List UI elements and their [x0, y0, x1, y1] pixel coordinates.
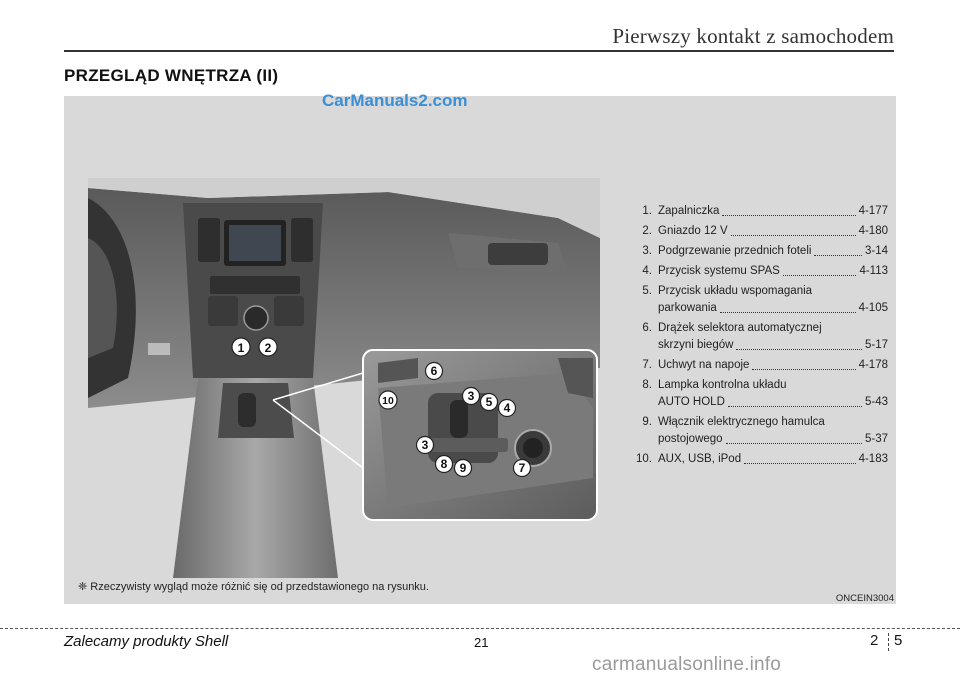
leader-dots — [744, 463, 855, 464]
legend-item-page[interactable]: 4-113 — [859, 265, 888, 277]
callout-9: 9 — [459, 461, 467, 475]
legend-item-line: Włącznik elektrycznego hamulca — [658, 416, 825, 428]
legend-item-number: 5. — [642, 285, 652, 297]
legend-item-number: 4. — [642, 265, 652, 277]
footer-left: Zalecamy produkty Shell — [64, 633, 229, 650]
legend-item-row — [658, 223, 888, 240]
legend-item-line: Drążek selektora automatycznej — [658, 322, 822, 334]
leader-dots — [752, 369, 855, 370]
legend-item-page[interactable]: 5-43 — [864, 396, 888, 408]
callout-5: 5 — [485, 395, 493, 409]
leader-dots — [814, 255, 862, 256]
header-title: Pierwszy kontakt z samochodem — [612, 24, 894, 48]
legend-item-number: 6. — [642, 322, 652, 334]
legend-item-label: AUX, USB, iPod — [658, 453, 742, 465]
legend-item-label: Przycisk systemu SPAS — [658, 265, 780, 277]
legend-item-page[interactable]: 5-37 — [864, 433, 888, 445]
legend-item — [626, 377, 888, 411]
legend-item-label: Uchwyt na napoje — [658, 359, 750, 371]
legend-item-body — [658, 320, 888, 354]
legend-item-page[interactable]: 3-14 — [864, 245, 888, 257]
leader-dots — [736, 349, 862, 350]
legend-item-row — [658, 451, 888, 468]
callout-8: 8 — [440, 457, 448, 471]
leader-dots — [726, 443, 862, 444]
legend-item-row — [658, 243, 888, 260]
legend-item-row — [658, 337, 888, 354]
footer-chapter: 2 — [870, 632, 879, 649]
legend-item-number: 2. — [642, 225, 652, 237]
legend-item — [626, 414, 888, 448]
legend-item-number: 9. — [642, 416, 652, 428]
legend-item-label: Podgrzewanie przednich foteli — [658, 245, 812, 257]
legend-item-row — [658, 263, 888, 280]
callout-4: 4 — [503, 401, 511, 415]
legend-item-line: Lampka kontrolna układu — [658, 379, 787, 391]
callout-1: 1 — [237, 341, 245, 355]
leader-dots — [731, 235, 856, 236]
legend-item-number: 7. — [642, 359, 652, 371]
legend-item-row — [658, 300, 888, 317]
legend-item-row — [658, 357, 888, 374]
legend-item-page[interactable]: 5-17 — [864, 339, 888, 351]
legend-item-body — [658, 377, 888, 411]
callout-7: 7 — [518, 461, 526, 475]
legend-item-body — [658, 243, 888, 260]
legend-item-label: Gniazdo 12 V — [658, 225, 728, 237]
legend-item-page[interactable]: 4-178 — [858, 359, 888, 371]
legend-item-row — [658, 394, 888, 411]
legend-item — [626, 243, 888, 260]
legend-item — [626, 203, 888, 220]
legend-item-body — [658, 223, 888, 240]
callout-10: 10 — [382, 395, 394, 407]
legend-item — [626, 451, 888, 468]
legend-item-page[interactable]: 4-183 — [858, 453, 888, 465]
interior-illustration — [88, 178, 600, 578]
leader-dots — [720, 312, 856, 313]
legend-item-body — [658, 414, 888, 448]
callout-6: 6 — [430, 364, 438, 378]
leader-dots — [728, 406, 862, 407]
callout-3-top: 3 — [467, 389, 475, 403]
legend-item-body — [658, 451, 888, 468]
legend-item-label: Zapalniczka — [658, 205, 720, 217]
legend-item-line: Przycisk układu wspomagania — [658, 285, 813, 297]
legend-list — [626, 203, 888, 468]
header-rule — [64, 50, 894, 52]
footer-watermark[interactable]: carmanualsonline.info — [592, 654, 782, 675]
disclaimer-note: ❈ Rzeczywisty wygląd może różnić się od przedstawionego na rysunku. — [78, 581, 429, 593]
legend-item-label: parkowania — [658, 302, 717, 314]
callout-2: 2 — [264, 341, 272, 355]
image-code: ONCEIN3004 — [835, 593, 894, 604]
legend-item-row — [658, 203, 888, 220]
footer-page-number: 21 — [474, 635, 489, 650]
legend-item — [626, 320, 888, 354]
legend-item — [626, 357, 888, 374]
leader-dots — [783, 275, 857, 276]
legend-item-page[interactable]: 4-180 — [858, 225, 888, 237]
section-title: PRZEGLĄD WNĘTRZA (II) — [64, 66, 279, 85]
legend-item-label: postojowego — [658, 433, 723, 445]
legend-item — [626, 223, 888, 240]
legend-item-number: 3. — [642, 245, 652, 257]
legend-item-label: AUTO HOLD — [658, 396, 725, 408]
callout-3-bottom: 3 — [421, 438, 429, 452]
legend-item-number: 1. — [642, 205, 652, 217]
legend-item-body — [658, 263, 888, 280]
leader-dots — [722, 215, 855, 216]
legend-item-body — [658, 357, 888, 374]
console-inset — [363, 350, 597, 520]
legend-item-page[interactable]: 4-105 — [858, 302, 888, 314]
legend-item-body — [658, 283, 888, 317]
legend-item-number: 10. — [636, 453, 652, 465]
legend-item-body — [658, 203, 888, 220]
footer-chapter-page: 5 — [894, 632, 903, 649]
legend-item-row — [658, 431, 888, 448]
footer-rule — [0, 628, 960, 629]
legend-item-label: skrzyni biegów — [658, 339, 734, 351]
footer-separator — [888, 633, 889, 651]
legend-item-number: 8. — [642, 379, 652, 391]
legend-item-page[interactable]: 4-177 — [858, 205, 888, 217]
legend-item — [626, 263, 888, 280]
legend-item — [626, 283, 888, 317]
watermark-text[interactable]: CarManuals2.com — [322, 91, 468, 110]
